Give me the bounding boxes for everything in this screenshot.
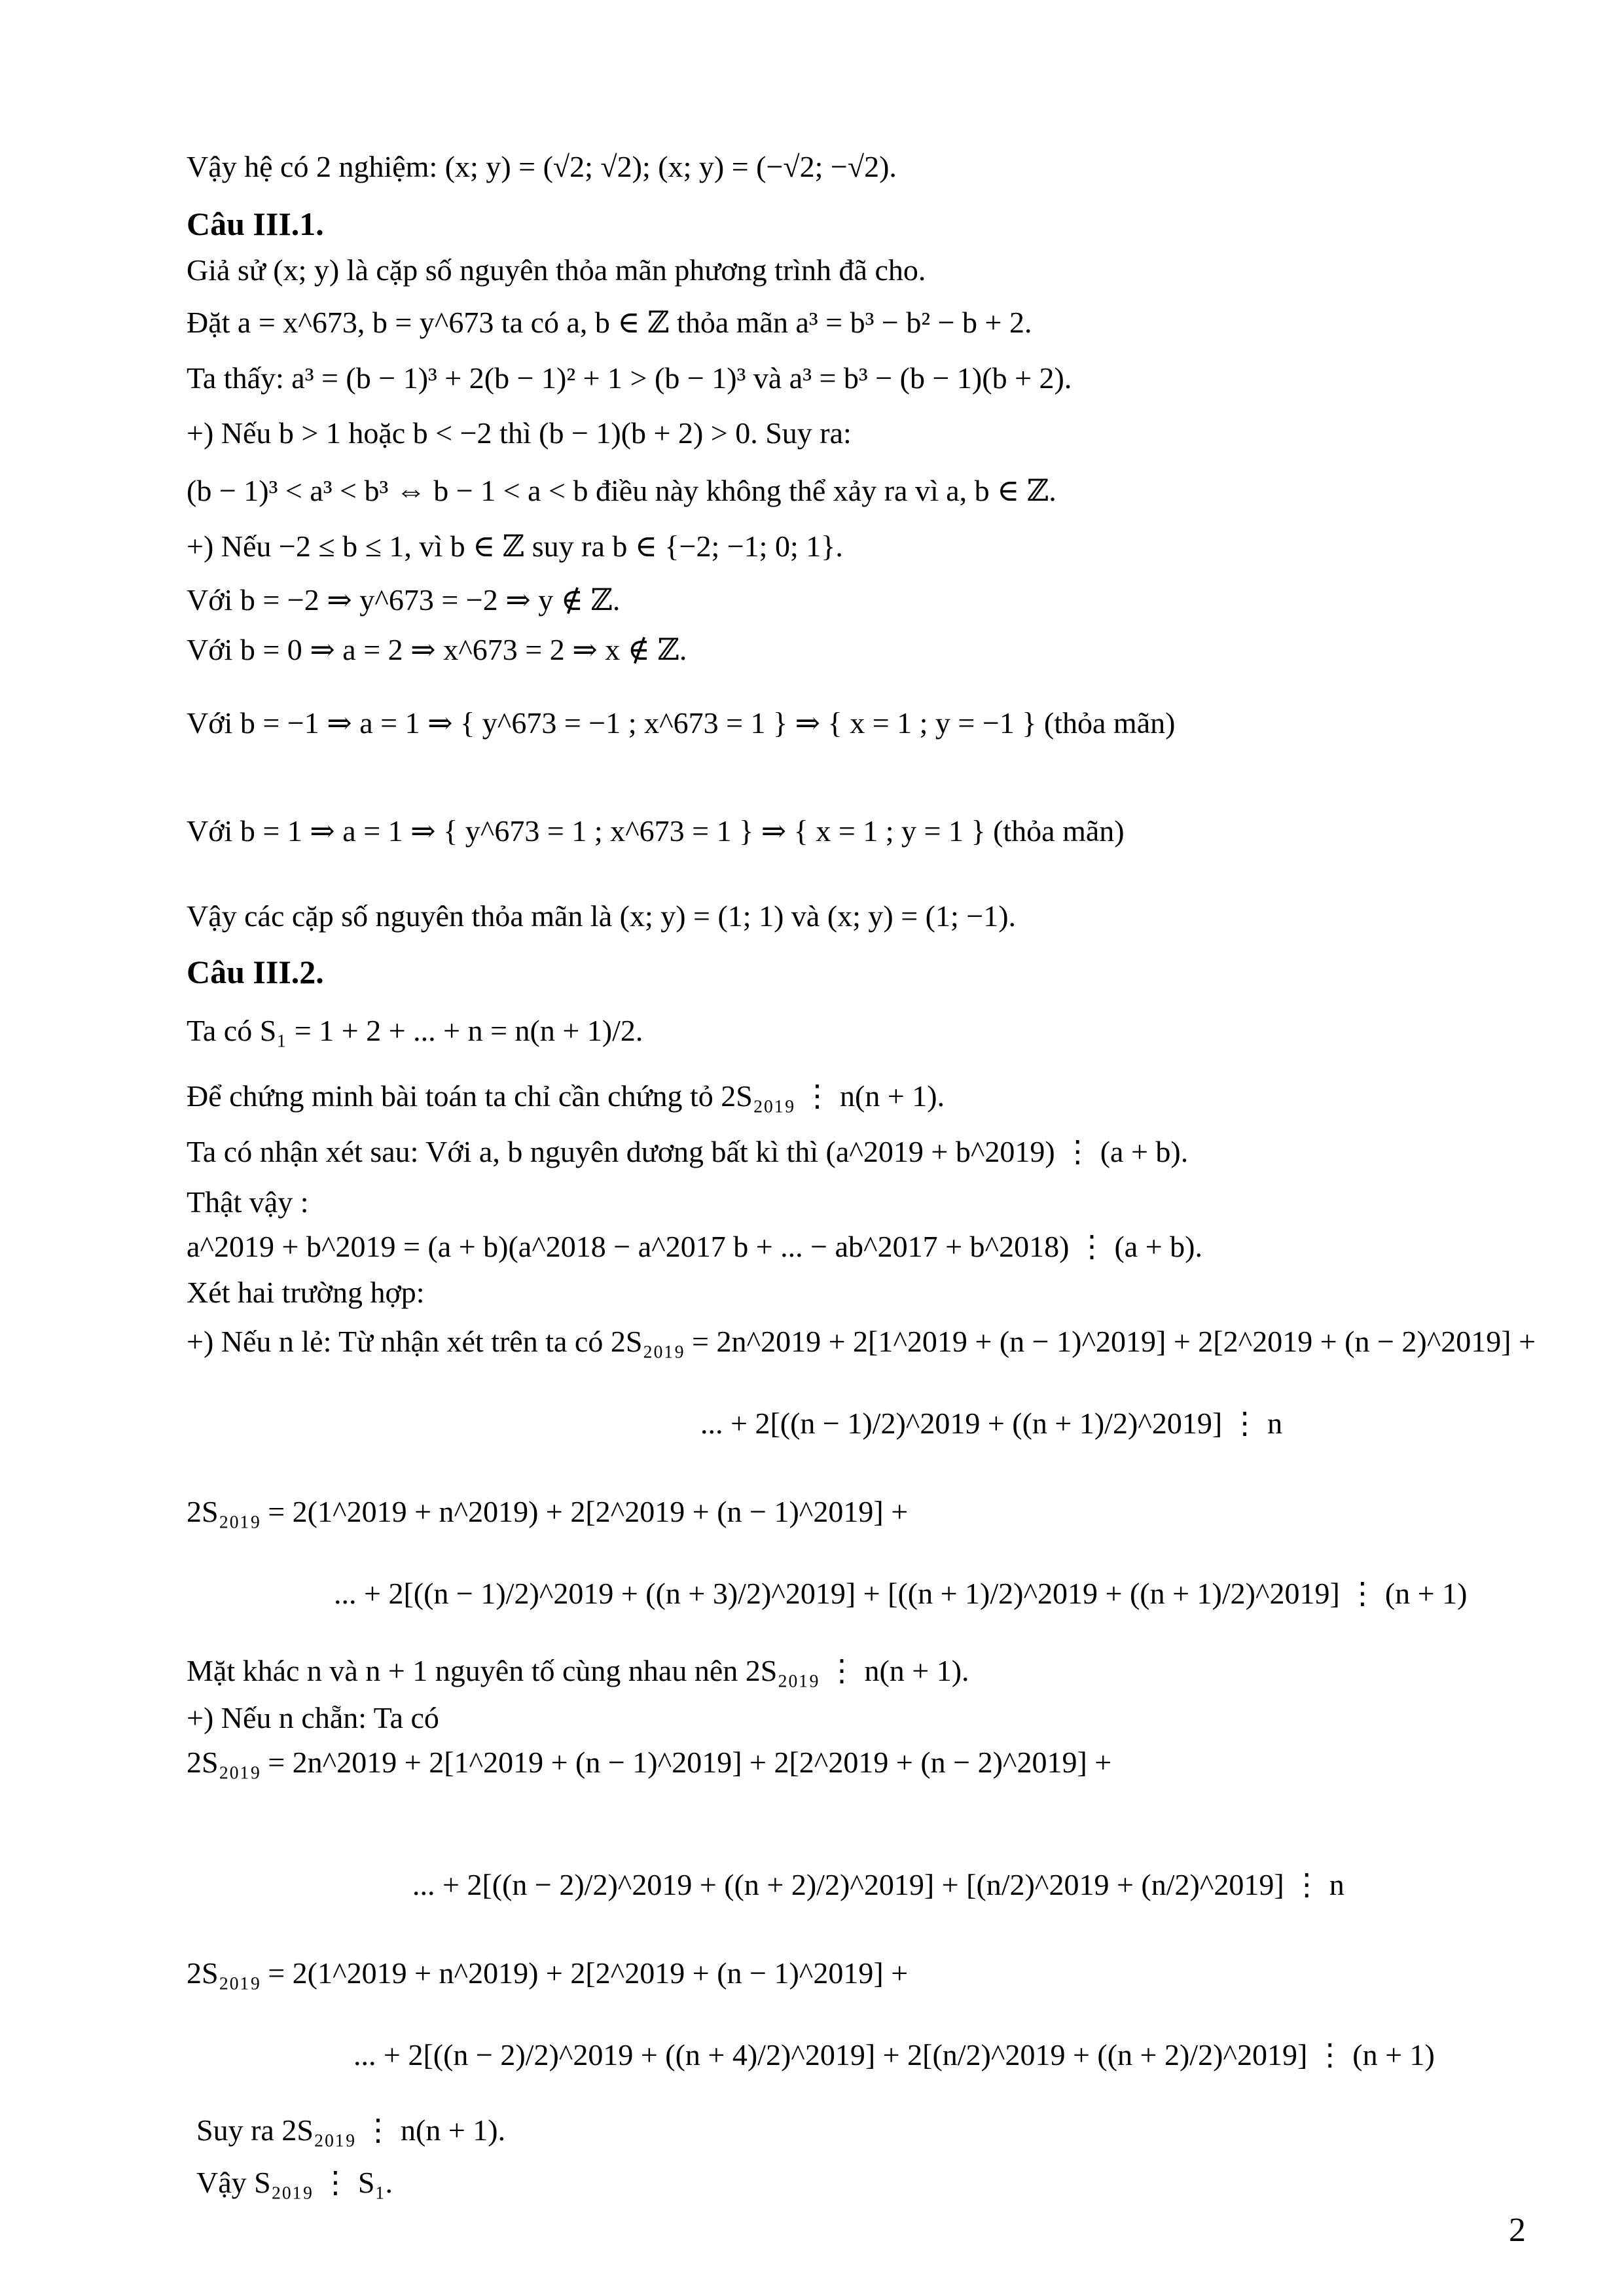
text-line: Với b = −1 ⇒ a = 1 ⇒ { y^673 = −1 ; x^673 = 1 } ⇒ { x = 1 ; y = −1 } (thỏa mãn) <box>187 706 1176 740</box>
text-line: Xét hai trường hợp: <box>187 1276 425 1309</box>
text-line: +) Nếu b > 1 hoặc b < −2 thì (b − 1)(b + 2) > 0. Suy ra: <box>187 416 852 450</box>
text-line: Vậy S₂₀₁₉ ⋮ S₁. <box>196 2166 393 2199</box>
text-line: Giả sử (x; y) là cặp số nguyên thỏa mãn phương trình đã cho. <box>187 253 926 287</box>
page-number: 2 <box>1509 2212 1526 2249</box>
text-line: Vậy các cặp số nguyên thỏa mãn là (x; y) = (1; 1) và (x; y) = (1; −1). <box>187 899 1017 933</box>
text-line: Ta có S₁ = 1 + 2 + ... + n = n(n + 1)/2. <box>187 1014 643 1047</box>
text-line: Vậy hệ có 2 nghiệm: (x; y) = (√2; √2); (x; y) = (−√2; −√2). <box>187 150 897 183</box>
text-line: Để chứng minh bài toán ta chỉ cần chứng tỏ 2S₂₀₁₉ ⋮ n(n + 1). <box>187 1079 945 1113</box>
text-line: ... + 2[((n − 1)/2)^2019 + ((n + 1)/2)^2019] ⋮ n <box>700 1407 1283 1440</box>
section-heading: Câu III.2. <box>187 954 324 990</box>
text-line: 2S₂₀₁₉ = 2(1^2019 + n^2019) + 2[2^2019 + (n − 1)^2019] + <box>187 1495 909 1528</box>
text-line: ... + 2[((n − 2)/2)^2019 + ((n + 2)/2)^2019] + [(n/2)^2019 + (n/2)^2019] ⋮ n <box>412 1868 1344 1901</box>
text-line: Ta có nhận xét sau: Với a, b nguyên dương bất kì thì (a^2019 + b^2019) ⋮ (a + b). <box>187 1135 1189 1168</box>
text-line: (b − 1)³ < a³ < b³ ⇔ b − 1 < a < b điều này không thể xảy ra vì a, b ∈ ℤ. <box>187 474 1056 507</box>
text-line: 2S₂₀₁₉ = 2(1^2019 + n^2019) + 2[2^2019 + (n − 1)^2019] + <box>187 1956 909 1990</box>
text-line: Thật vậy : <box>187 1185 309 1219</box>
text-line: ... + 2[((n − 1)/2)^2019 + ((n + 3)/2)^2019] + [((n + 1)/2)^2019 + ((n + 1)/2)^2019] ⋮ (n + 1) <box>334 1577 1468 1610</box>
text-line: Với b = 1 ⇒ a = 1 ⇒ { y^673 = 1 ; x^673 = 1 } ⇒ { x = 1 ; y = 1 } (thỏa mãn) <box>187 814 1125 848</box>
text-line: Suy ra 2S₂₀₁₉ ⋮ n(n + 1). <box>196 2113 506 2147</box>
text-line: Ta thấy: a³ = (b − 1)³ + 2(b − 1)² + 1 > (b − 1)³ và a³ = b³ − (b − 1)(b + 2). <box>187 361 1072 395</box>
text-line: 2S₂₀₁₉ = 2n^2019 + 2[1^2019 + (n − 1)^2019] + 2[2^2019 + (n − 2)^2019] + <box>187 1746 1112 1779</box>
text-line: Với b = 0 ⇒ a = 2 ⇒ x^673 = 2 ⇒ x ∉ ℤ. <box>187 633 687 666</box>
text-line: +) Nếu −2 ≤ b ≤ 1, vì b ∈ ℤ suy ra b ∈ {−2; −1; 0; 1}. <box>187 529 843 563</box>
text-line: +) Nếu n lẻ: Từ nhận xét trên ta có 2S₂₀₁₉ = 2n^2019 + 2[1^2019 + (n − 1)^2019] + 2[2^2019 + (n − 2)^2019] + <box>187 1325 1536 1358</box>
text-line: Mặt khác n và n + 1 nguyên tố cùng nhau nên 2S₂₀₁₉ ⋮ n(n + 1). <box>187 1654 969 1687</box>
text-line: a^2019 + b^2019 = (a + b)(a^2018 − a^2017 b + ... − ab^2017 + b^2018) ⋮ (a + b). <box>187 1230 1202 1263</box>
text-line: ... + 2[((n − 2)/2)^2019 + ((n + 4)/2)^2019] + 2[(n/2)^2019 + ((n + 2)/2)^2019] ⋮ (n + 1) <box>353 2038 1435 2072</box>
section-heading: Câu III.1. <box>187 206 324 242</box>
text-line: Đặt a = x^673, b = y^673 ta có a, b ∈ ℤ thỏa mãn a³ = b³ − b² − b + 2. <box>187 306 1032 339</box>
text-line: +) Nếu n chẵn: Ta có <box>187 1701 439 1734</box>
text-line: Với b = −2 ⇒ y^673 = −2 ⇒ y ∉ ℤ. <box>187 583 621 617</box>
